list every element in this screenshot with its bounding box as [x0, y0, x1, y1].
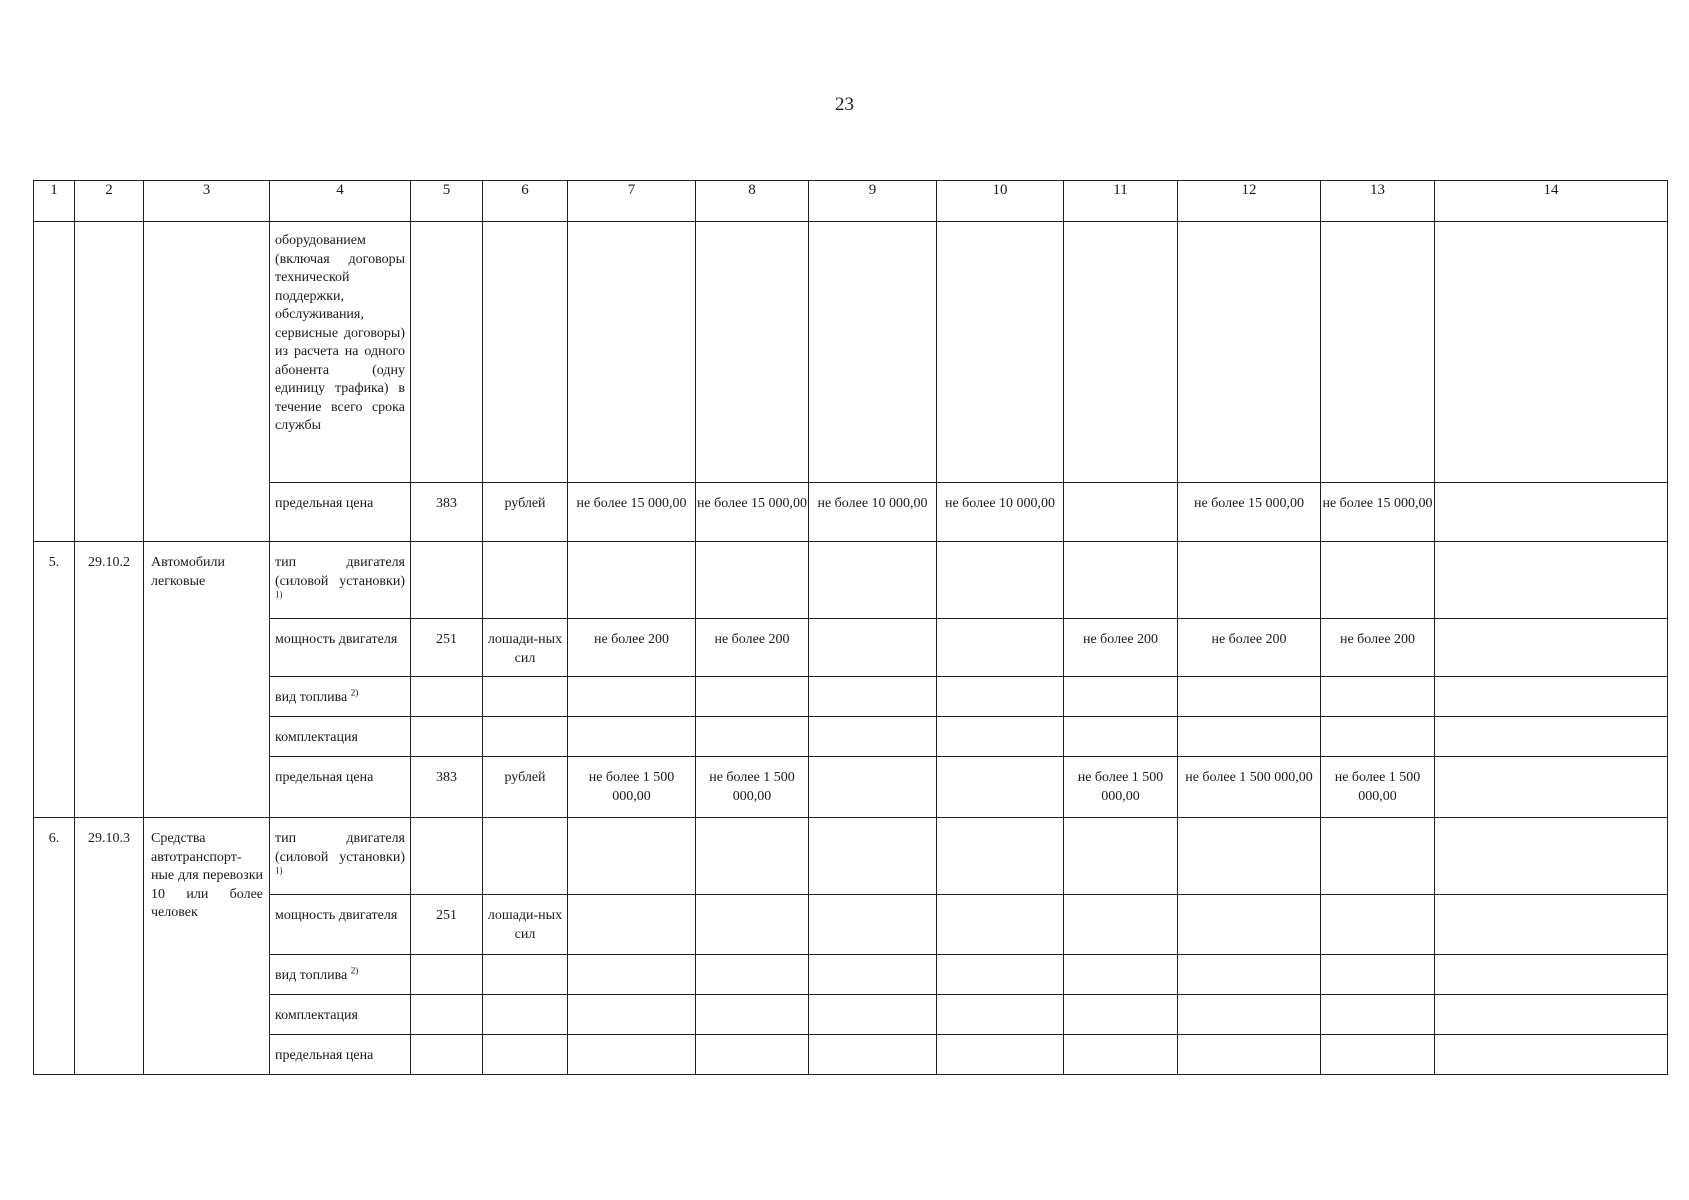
value-cell — [809, 619, 937, 677]
value-cell — [1321, 717, 1435, 757]
value-cell — [937, 955, 1064, 995]
table-row — [34, 895, 1668, 955]
header-cell: 5 — [411, 181, 483, 222]
value-cell: не более 15 000,00 — [1178, 483, 1321, 542]
unit — [483, 818, 568, 895]
characteristic-text: тип двигателя (силовой установки) — [275, 555, 405, 589]
header-cell: 2 — [75, 181, 144, 222]
value-cell — [1435, 757, 1668, 818]
value-cell — [809, 677, 937, 717]
unit: рублей — [483, 483, 568, 542]
value-cell — [937, 542, 1064, 619]
table-row — [34, 1035, 1668, 1075]
value-cell — [809, 818, 937, 895]
characteristic-label: предельная цена — [270, 483, 411, 542]
value-cell — [1064, 483, 1178, 542]
value-cell — [1064, 818, 1178, 895]
value-cell — [809, 995, 937, 1035]
value-cell — [1435, 677, 1668, 717]
value-cell — [568, 895, 696, 955]
page-number: 23 — [835, 94, 854, 115]
row-name: Автомобили легковые — [144, 542, 270, 818]
value-cell — [696, 818, 809, 895]
value-cell — [1064, 1035, 1178, 1075]
okei-code — [411, 1035, 483, 1075]
footnote-mark: 1) — [275, 865, 283, 876]
value-cell — [568, 222, 696, 483]
value-cell: не более 200 — [568, 619, 696, 677]
value-cell — [937, 619, 1064, 677]
characteristic-text: тип двигателя (силовой установки) — [275, 831, 405, 865]
value-cell — [1435, 717, 1668, 757]
characteristic-label: предельная цена — [270, 757, 411, 818]
value-cell: не более 200 — [1064, 619, 1178, 677]
row-name: Средства автотранспорт-ные для перевозки 10 или более человек — [144, 818, 270, 1075]
header-cell: 12 — [1178, 181, 1321, 222]
value-cell — [937, 895, 1064, 955]
value-cell — [809, 222, 937, 483]
row-name — [144, 222, 270, 542]
characteristic-label: предельная цена — [270, 1035, 411, 1075]
value-cell — [1321, 995, 1435, 1035]
unit — [483, 717, 568, 757]
value-cell — [937, 677, 1064, 717]
value-cell — [1435, 483, 1668, 542]
footnote-mark: 2) — [350, 965, 359, 976]
okei-code — [411, 677, 483, 717]
characteristic-label: мощность двигателя — [270, 895, 411, 955]
unit: лошади-ных сил — [483, 619, 568, 677]
value-cell — [568, 717, 696, 757]
value-cell — [568, 818, 696, 895]
value-cell — [1178, 995, 1321, 1035]
okei-code — [411, 818, 483, 895]
value-cell — [1435, 1035, 1668, 1075]
value-cell — [1178, 717, 1321, 757]
header-cell: 9 — [809, 181, 937, 222]
value-cell — [1178, 222, 1321, 483]
characteristic-label: мощность двигателя — [270, 619, 411, 677]
value-cell — [696, 717, 809, 757]
value-cell — [1064, 995, 1178, 1035]
table-row — [34, 542, 1668, 619]
value-cell: не более 10 000,00 — [937, 483, 1064, 542]
okei-code: 251 — [411, 895, 483, 955]
value-cell: не более 10 000,00 — [809, 483, 937, 542]
value-cell — [809, 717, 937, 757]
value-cell — [937, 1035, 1064, 1075]
value-cell — [809, 542, 937, 619]
value-cell — [1321, 677, 1435, 717]
value-cell — [809, 757, 937, 818]
table-row — [34, 995, 1668, 1035]
characteristic-label: комплектация — [270, 717, 411, 757]
table-row — [34, 222, 1668, 483]
row-code: 29.10.3 — [75, 818, 144, 1075]
value-cell — [1321, 542, 1435, 619]
value-cell: не более 200 — [1321, 619, 1435, 677]
value-cell — [1064, 717, 1178, 757]
table-row — [34, 619, 1668, 677]
value-cell — [1064, 895, 1178, 955]
header-cell: 6 — [483, 181, 568, 222]
value-cell — [1435, 995, 1668, 1035]
table-row — [34, 955, 1668, 995]
header-cell: 3 — [144, 181, 270, 222]
value-cell — [568, 1035, 696, 1075]
value-cell: не более 15 000,00 — [696, 483, 809, 542]
unit — [483, 1035, 568, 1075]
characteristic-label — [270, 818, 411, 895]
value-cell — [568, 995, 696, 1035]
footnote-mark: 1) — [275, 589, 283, 600]
header-cell: 7 — [568, 181, 696, 222]
value-cell — [1435, 818, 1668, 895]
characteristic-label: оборудованием (включая договоры технической поддержки, обслуживания, сервисные договоры) из расчета на одного абонента (одну единицу трафика) в течение всего срока службы — [270, 222, 411, 483]
unit — [483, 955, 568, 995]
value-cell — [1178, 1035, 1321, 1075]
value-cell — [1064, 955, 1178, 995]
unit — [483, 995, 568, 1035]
value-cell — [1321, 222, 1435, 483]
value-cell — [568, 542, 696, 619]
okei-code: 383 — [411, 757, 483, 818]
value-cell — [696, 895, 809, 955]
footnote-mark: 2) — [350, 687, 359, 698]
header-cell: 1 — [34, 181, 75, 222]
value-cell: не более 15 000,00 — [1321, 483, 1435, 542]
header-cell: 13 — [1321, 181, 1435, 222]
value-cell — [1064, 677, 1178, 717]
okei-code — [411, 955, 483, 995]
okei-code — [411, 222, 483, 483]
row-number — [34, 222, 75, 542]
value-cell — [696, 542, 809, 619]
value-cell: не более 15 000,00 — [568, 483, 696, 542]
value-cell — [1178, 955, 1321, 995]
characteristic-label — [270, 542, 411, 619]
value-cell — [1321, 818, 1435, 895]
value-cell — [1178, 818, 1321, 895]
value-cell — [937, 222, 1064, 483]
value-cell — [809, 955, 937, 995]
value-cell — [1435, 955, 1668, 995]
table-row — [34, 818, 1668, 895]
value-cell — [937, 995, 1064, 1035]
unit — [483, 542, 568, 619]
value-cell — [809, 895, 937, 955]
table-row — [34, 717, 1668, 757]
value-cell — [1435, 222, 1668, 483]
value-cell — [1178, 895, 1321, 955]
value-cell — [568, 955, 696, 995]
value-cell — [1321, 895, 1435, 955]
value-cell — [937, 717, 1064, 757]
value-cell — [937, 818, 1064, 895]
okei-code: 251 — [411, 619, 483, 677]
row-code: 29.10.2 — [75, 542, 144, 818]
characteristic-label — [270, 677, 411, 717]
unit — [483, 677, 568, 717]
value-cell: не более 1 500 000,00 — [1321, 757, 1435, 818]
value-cell: не более 1 500 000,00 — [1064, 757, 1178, 818]
okei-code — [411, 717, 483, 757]
row-code — [75, 222, 144, 542]
characteristic-label: комплектация — [270, 995, 411, 1035]
value-cell — [1064, 222, 1178, 483]
value-cell — [809, 1035, 937, 1075]
value-cell: не более 200 — [1178, 619, 1321, 677]
table-row — [34, 483, 1668, 542]
header-cell: 14 — [1435, 181, 1668, 222]
table-row — [34, 757, 1668, 818]
okei-code: 383 — [411, 483, 483, 542]
unit: рублей — [483, 757, 568, 818]
header-cell: 4 — [270, 181, 411, 222]
row-number: 6. — [34, 818, 75, 1075]
value-cell: не более 1 500 000,00 — [568, 757, 696, 818]
header-cell: 10 — [937, 181, 1064, 222]
value-cell — [1321, 1035, 1435, 1075]
value-cell — [937, 757, 1064, 818]
header-cell: 8 — [696, 181, 809, 222]
characteristic-text: вид топлива — [275, 690, 348, 705]
row-number: 5. — [34, 542, 75, 818]
value-cell: не более 1 500 000,00 — [696, 757, 809, 818]
header-cell: 11 — [1064, 181, 1178, 222]
value-cell — [696, 955, 809, 995]
value-cell — [1064, 542, 1178, 619]
value-cell — [1435, 542, 1668, 619]
value-cell — [696, 677, 809, 717]
value-cell — [696, 995, 809, 1035]
unit: лошади-ных сил — [483, 895, 568, 955]
value-cell — [1321, 955, 1435, 995]
characteristic-label — [270, 955, 411, 995]
okei-code — [411, 995, 483, 1035]
value-cell — [1435, 619, 1668, 677]
okei-code — [411, 542, 483, 619]
value-cell — [1178, 677, 1321, 717]
value-cell — [1178, 542, 1321, 619]
value-cell: не более 1 500 000,00 — [1178, 757, 1321, 818]
unit — [483, 222, 568, 483]
value-cell: не более 200 — [696, 619, 809, 677]
header-row — [34, 181, 1668, 222]
value-cell — [1435, 895, 1668, 955]
table-row — [34, 677, 1668, 717]
value-cell — [696, 222, 809, 483]
value-cell — [696, 1035, 809, 1075]
value-cell — [568, 677, 696, 717]
characteristic-text: вид топлива — [275, 968, 348, 983]
requirements-table — [33, 180, 1668, 1075]
